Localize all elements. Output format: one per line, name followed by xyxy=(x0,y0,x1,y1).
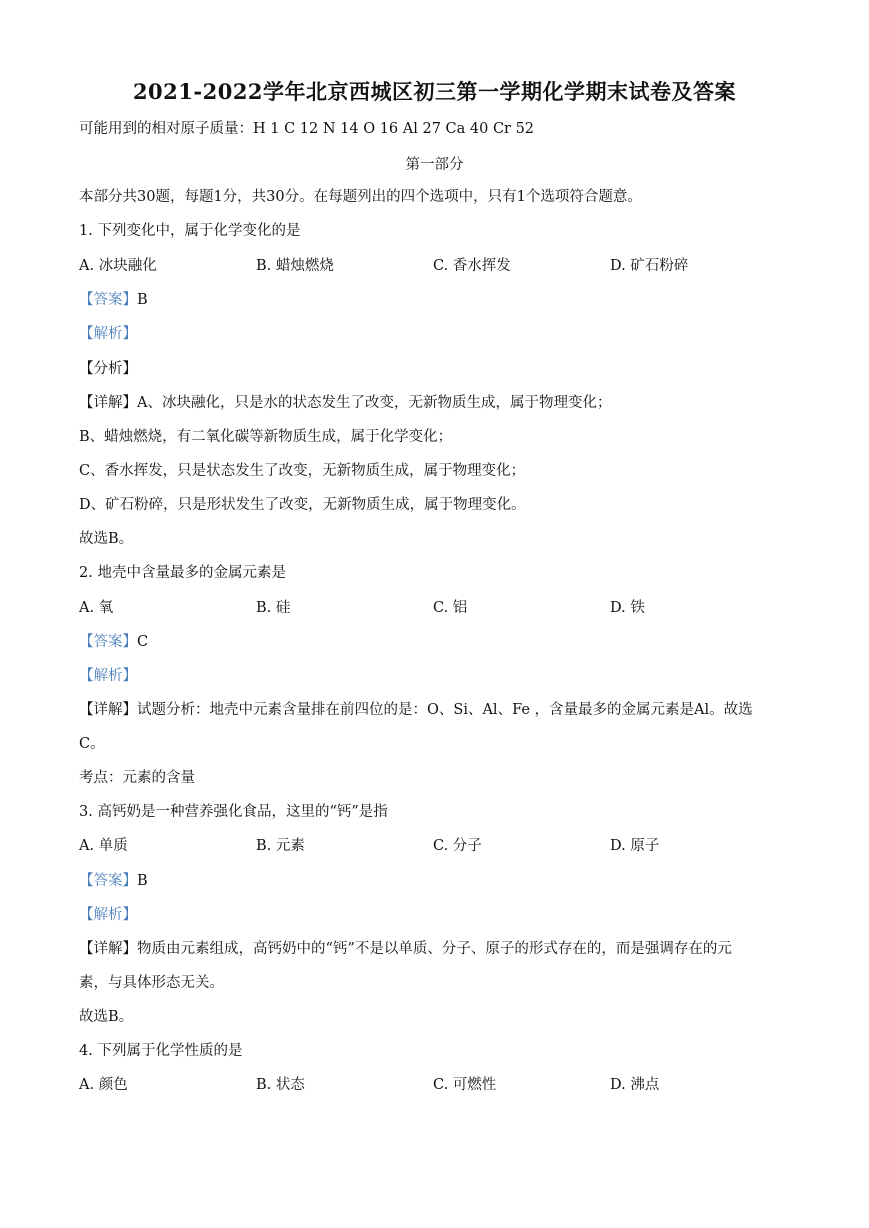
option-d: D. 矿石粉碎 xyxy=(610,258,689,274)
fenxi-label: 【分析】 xyxy=(79,361,137,377)
option-d: D. 沸点 xyxy=(610,1077,660,1093)
option-a: A. 氧 xyxy=(79,600,114,616)
detail-text: B、蜡烛燃烧，有二氧化碳等新物质生成，属于化学变化； xyxy=(79,429,453,445)
question-stem: 4. 下列属于化学性质的是 xyxy=(79,1043,243,1059)
option-b: B. 状态 xyxy=(256,1077,305,1093)
answer-line xyxy=(79,290,148,310)
detail-text: C、香水挥发，只是状态发生了改变，无新物质生成，属于物理变化； xyxy=(79,463,526,479)
answer-value: B xyxy=(137,292,148,308)
answer-line xyxy=(79,632,148,652)
option-b: B. 元素 xyxy=(256,838,305,854)
detail-line xyxy=(79,393,611,413)
question-stem: 1. 下列变化中，属于化学变化的是 xyxy=(79,223,301,239)
detail-label: 【详解】 xyxy=(79,395,137,411)
answer-value: C xyxy=(137,634,149,650)
analysis-label: 【解析】 xyxy=(79,668,137,684)
detail-text: A、冰块融化，只是水的状态发生了改变，无新物质生成，属于物理变化； xyxy=(137,395,612,411)
option-c: C. 香水挥发 xyxy=(433,258,511,274)
answer-label: 【答案】 xyxy=(79,873,137,889)
detail-label: 【详解】 xyxy=(79,702,137,718)
analysis-label: 【解析】 xyxy=(79,907,137,923)
detail-text: 物质由元素组成，高钙奶中的“钙”不是以单质、分子、原子的形式存在的，而是强调存在的元 xyxy=(137,941,732,957)
option-a: A. 单质 xyxy=(79,838,128,854)
kaodian-text: 考点：元素的含量 xyxy=(79,770,195,786)
answer-label: 【答案】 xyxy=(79,292,137,308)
analysis-label: 【解析】 xyxy=(79,326,137,342)
option-c: C. 分子 xyxy=(433,838,482,854)
option-b: B. 硅 xyxy=(256,600,291,616)
answer-value: B xyxy=(137,873,148,889)
answer-line xyxy=(79,871,148,891)
question-stem: 3. 高钙奶是一种营养强化食品，这里的“钙”是指 xyxy=(79,804,388,820)
atomic-mass-note: 可能用到的相对原子质量：H 1 C 12 N 14 O 16 Al 27 Ca 40 Cr 52 xyxy=(79,121,535,137)
answer-label: 【答案】 xyxy=(79,634,137,650)
detail-text: C。 xyxy=(79,736,105,752)
document-title: 2021-2022学年北京西城区初三第一学期化学期末试卷及答案 xyxy=(132,79,737,104)
section-heading: 第一部分 xyxy=(405,157,464,173)
question-stem: 2. 地壳中含量最多的金属元素是 xyxy=(79,565,286,581)
conclusion-text: 故选B。 xyxy=(79,531,134,547)
detail-label: 【详解】 xyxy=(79,941,137,957)
detail-line xyxy=(79,700,753,720)
detail-text: 素，与具体形态无关。 xyxy=(79,975,224,991)
detail-text: 试题分析：地壳中元素含量排在前四位的是：O、Si、Al、Fe ，含量最多的金属元素是Al。故选 xyxy=(137,702,753,718)
detail-text: D、矿石粉碎，只是形状发生了改变，无新物质生成，属于物理变化。 xyxy=(79,497,526,513)
conclusion-text: 故选B。 xyxy=(79,1009,134,1025)
option-a: A. 颜色 xyxy=(79,1077,128,1093)
option-b: B. 蜡烛燃烧 xyxy=(256,258,334,274)
option-c: C. 铝 xyxy=(433,600,468,616)
option-d: D. 铁 xyxy=(610,600,645,616)
section-intro: 本部分共30题，每题1分，共30分。在每题列出的四个选项中，只有1个选项符合题意。 xyxy=(79,189,642,205)
option-a: A. 冰块融化 xyxy=(79,258,157,274)
detail-line xyxy=(79,939,732,959)
option-d: D. 原子 xyxy=(610,838,660,854)
option-c: C. 可燃性 xyxy=(433,1077,497,1093)
